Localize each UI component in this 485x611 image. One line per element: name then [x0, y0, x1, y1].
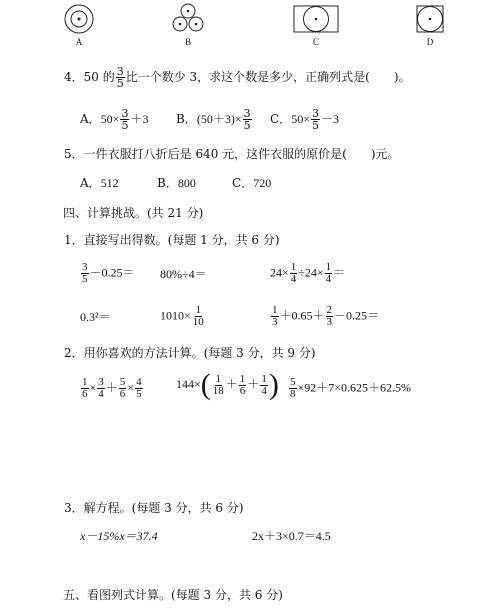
section4-part2-title: 2．用你喜欢的方法计算。(每题 3 分，共 9 分) [64, 346, 316, 360]
equation-1: x－15%x＝37.4 [80, 529, 158, 543]
section4-part3-title: 3．解方程。(每题 3 分，共 6 分) [64, 501, 244, 515]
calc-1-5: 1010× $\frac{1}{10}$ [160, 304, 204, 328]
calc-2-1: $\frac{1}{6}$ × $\frac{3}{4}$ ＋ $\frac{5}{6}$ × $\frac{4}{5}$ [82, 376, 142, 400]
q4-stem-post: 比一个数少 3，求这个数是多少，正确列式是( )。 [125, 70, 411, 84]
section5-title: 五、看图列式计算。(每题 3 分，共 6 分) [63, 588, 283, 602]
calc-1-2: 80%÷4＝ [160, 267, 207, 281]
section4-part1-title: 1．直接写出得数。(每题 1 分，共 6 分) [64, 233, 280, 247]
figure-c-circle-in-rectangle [293, 5, 339, 33]
figure-b-three-circles [170, 2, 206, 34]
figure-label-a: A [75, 37, 83, 47]
q5-option-b[interactable]: B．800 [157, 176, 196, 190]
equation-2: 2x＋3×0.7＝4.5 [252, 529, 331, 543]
calc-1-3: 24× $\frac{1}{4}$ ÷24× $\frac{1}{4}$ ＝ [270, 261, 346, 285]
q4-option-c[interactable]: C．50× $\frac{3}{5}$ －3 [270, 107, 339, 132]
q5-option-a[interactable]: A．512 [80, 176, 119, 190]
calc-1-4: 0.3²＝ [80, 310, 111, 324]
q4-stem [64, 66, 411, 89]
q5-stem: 5．一件衣服打八折后是 640 元，这件衣服的原价是( )元。 [64, 147, 400, 161]
calc-1-1: $\frac{3}{5}$ －0.25＝ [82, 261, 135, 285]
figure-a-concentric-circles [62, 4, 96, 34]
figure-d-circle-in-square [416, 5, 444, 33]
q4-stem-pre: 4．50 的 [64, 70, 115, 84]
section4-title: 四、计算挑战。(共 21 分) [63, 206, 204, 220]
figure-label-d: D [426, 37, 434, 47]
figure-label-b: B [184, 37, 191, 47]
calc-2-2: 144×( $\frac{1}{18}$ ＋ $\frac{1}{6}$ ＋ $\frac{1}{4}$ ) [176, 368, 279, 401]
calc-1-6: $\frac{1}{3}$ ＋0.65＋ $\frac{2}{3}$ －0.25＝ [272, 304, 380, 328]
q5-option-c[interactable]: C．720 [232, 176, 272, 190]
calc-2-3: $\frac{5}{8}$ ×92＋7×0.625＋62.5% [290, 376, 412, 400]
q4-option-a[interactable]: A．50× $\frac{3}{5}$ ＋3 [80, 107, 149, 132]
figure-label-c: C [312, 37, 319, 47]
q4-stem-fraction: $\frac{3}{5}$ [116, 65, 124, 90]
q4-option-b[interactable]: B．(50＋3)× $\frac{3}{5}$ [176, 107, 251, 132]
